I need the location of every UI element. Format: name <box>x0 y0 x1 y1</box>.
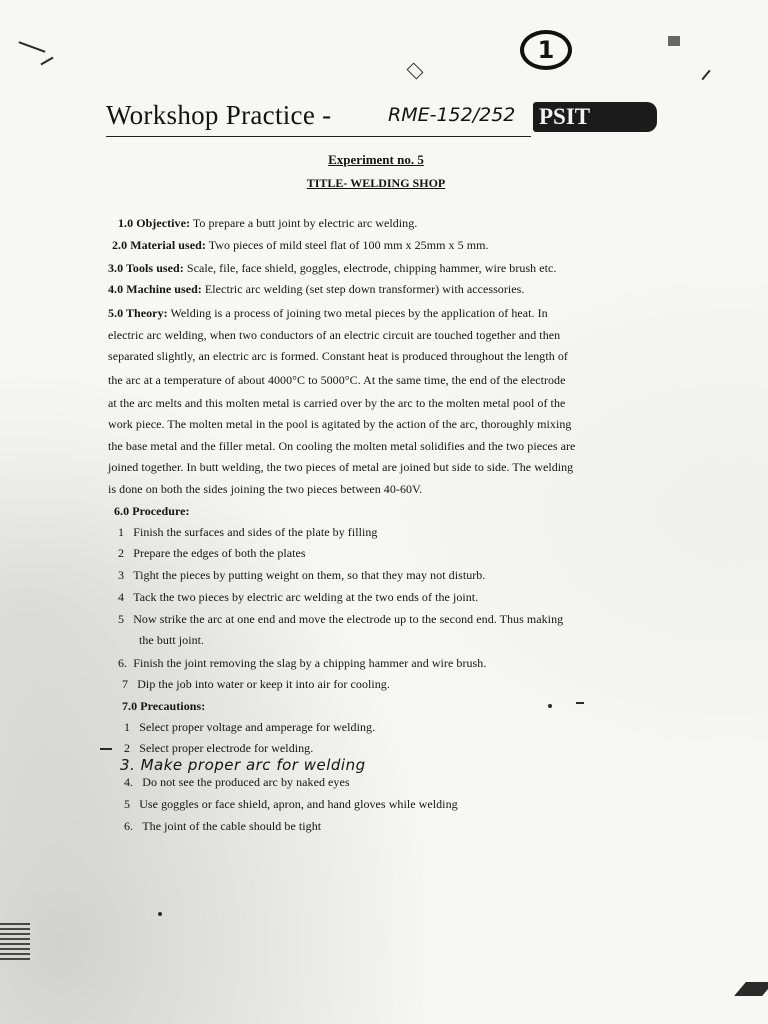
tools-text: Scale, file, face shield, goggles, electrode, chipping hammer, wire brush etc. <box>186 261 557 275</box>
theory-label: 5.0 Theory: <box>108 306 168 320</box>
theory-line-2: electric arc welding, when two conductors of an electric circuit are touched together and then <box>108 328 561 342</box>
experiment-title: TITLE- WELDING SHOP <box>306 176 446 190</box>
scan-speck <box>40 57 53 66</box>
page-number-badge <box>520 30 572 70</box>
header-underline <box>106 136 531 137</box>
precaution-num: 4. <box>124 775 134 789</box>
scan-speck <box>734 982 768 996</box>
machine-text: Electric arc welding (set step down transformer) with accessories. <box>204 282 525 296</box>
precaution-item <box>124 819 321 834</box>
objective-line <box>118 216 417 231</box>
scan-speck <box>0 920 30 960</box>
theory-line-7: the base metal and the filler metal. On cooling the molten metal solidifies and the two pieces are <box>108 439 576 453</box>
precaution-text: Use goggles or face shield, apron, and hand gloves while welding <box>139 797 458 811</box>
material-label: 2.0 Material used: <box>112 238 206 252</box>
handwritten-precaution: 3. Make proper arc for welding <box>120 756 366 774</box>
procedure-item <box>118 590 478 605</box>
header-title: Workshop Practice - <box>106 100 332 130</box>
procedure-text: Dip the job into water or keep it into air for cooling. <box>137 677 390 691</box>
objective-label: 1.0 Objective: <box>118 216 191 230</box>
precaution-num: 1 <box>124 720 131 734</box>
procedure-num: 6. <box>118 656 128 670</box>
machine-line <box>108 282 524 297</box>
theory-line-4: the arc at a temperature of about 4000°C to 5000°C. At the same time, the end of the electrode <box>108 373 566 387</box>
procedure-item <box>118 525 378 540</box>
institute-logo: PSIT <box>533 102 657 132</box>
procedure-heading <box>114 504 190 519</box>
procedure-text: Finish the surfaces and sides of the plate by filling <box>133 525 378 539</box>
procedure-label: 6.0 Procedure: <box>114 504 190 518</box>
page-number: 1 <box>537 36 555 64</box>
scan-speck <box>100 748 112 750</box>
theory-line-8: joined together. In butt welding, the two pieces of metal are joined but side to side. The welding <box>108 460 574 474</box>
procedure-item <box>122 677 390 692</box>
procedure-text: the butt joint. <box>139 633 205 647</box>
procedure-num: 2 <box>118 546 125 560</box>
precaution-item <box>124 720 375 735</box>
procedure-item <box>118 546 306 561</box>
precaution-item <box>124 775 350 790</box>
tools-line <box>108 261 556 276</box>
theory-line-5: at the arc melts and this molten metal is carried over by the arc to the molten metal pool of the <box>108 396 566 410</box>
precautions-heading <box>122 699 205 714</box>
tools-label: 3.0 Tools used: <box>108 261 184 275</box>
theory-line-9: is done on both the sides joining the two pieces between 40-60V. <box>108 482 423 496</box>
scan-speck <box>576 702 584 704</box>
precaution-text: Do not see the produced arc by naked eyes <box>142 775 350 789</box>
theory-line-3: separated slightly, an electric arc is formed. Constant heat is produced throughout the length of <box>108 349 568 363</box>
precaution-text: Select proper voltage and amperage for welding. <box>139 720 376 734</box>
procedure-text: Tack the two pieces by electric arc welding at the two ends of the joint. <box>133 590 479 604</box>
scan-speck <box>701 70 710 80</box>
procedure-num: 7 <box>122 677 129 691</box>
procedure-num: 4 <box>118 590 125 604</box>
precaution-num: 6. <box>124 819 134 833</box>
experiment-number: Experiment no. 5 <box>328 152 424 167</box>
precaution-text: Select proper electrode for welding. <box>139 741 314 755</box>
scan-speck <box>158 912 162 916</box>
scan-speck <box>19 41 46 52</box>
theory-text-1: Welding is a process of joining two metal pieces by the application of heat. In <box>170 306 548 320</box>
scan-speck <box>548 704 552 708</box>
precaution-num: 2 <box>124 741 131 755</box>
procedure-item <box>118 568 485 583</box>
procedure-text: Now strike the arc at one end and move the electrode up to the second end. Thus making <box>133 612 564 626</box>
procedure-item-continued <box>139 633 204 648</box>
theory-line-6: work piece. The molten metal in the pool is agitated by the action of the arc, thoroughly mixing <box>108 417 572 431</box>
objective-text: To prepare a butt joint by electric arc welding. <box>192 216 418 230</box>
document-header <box>106 96 666 140</box>
precaution-text: The joint of the cable should be tight <box>142 819 322 833</box>
material-line <box>112 238 489 253</box>
material-text: Two pieces of mild steel flat of 100 mm x 25mm x 5 mm. <box>208 238 489 252</box>
procedure-text: Prepare the edges of both the plates <box>133 546 306 560</box>
machine-label: 4.0 Machine used: <box>108 282 202 296</box>
procedure-item <box>118 612 563 627</box>
scan-speck <box>407 63 424 80</box>
procedure-item <box>118 656 486 671</box>
course-code: RME-152/252 <box>388 104 516 126</box>
procedure-num: 1 <box>118 525 125 539</box>
precaution-num: 5 <box>124 797 131 811</box>
procedure-num: 3 <box>118 568 125 582</box>
procedure-num: 5 <box>118 612 125 626</box>
procedure-text: Tight the pieces by putting weight on them, so that they may not disturb. <box>133 568 486 582</box>
procedure-text: Finish the joint removing the slag by a chipping hammer and wire brush. <box>133 656 487 670</box>
theory-line-1 <box>108 306 548 321</box>
scan-speck <box>668 36 680 46</box>
precaution-item <box>124 797 458 812</box>
precautions-label: 7.0 Precautions: <box>122 699 206 713</box>
precaution-item <box>124 741 313 756</box>
